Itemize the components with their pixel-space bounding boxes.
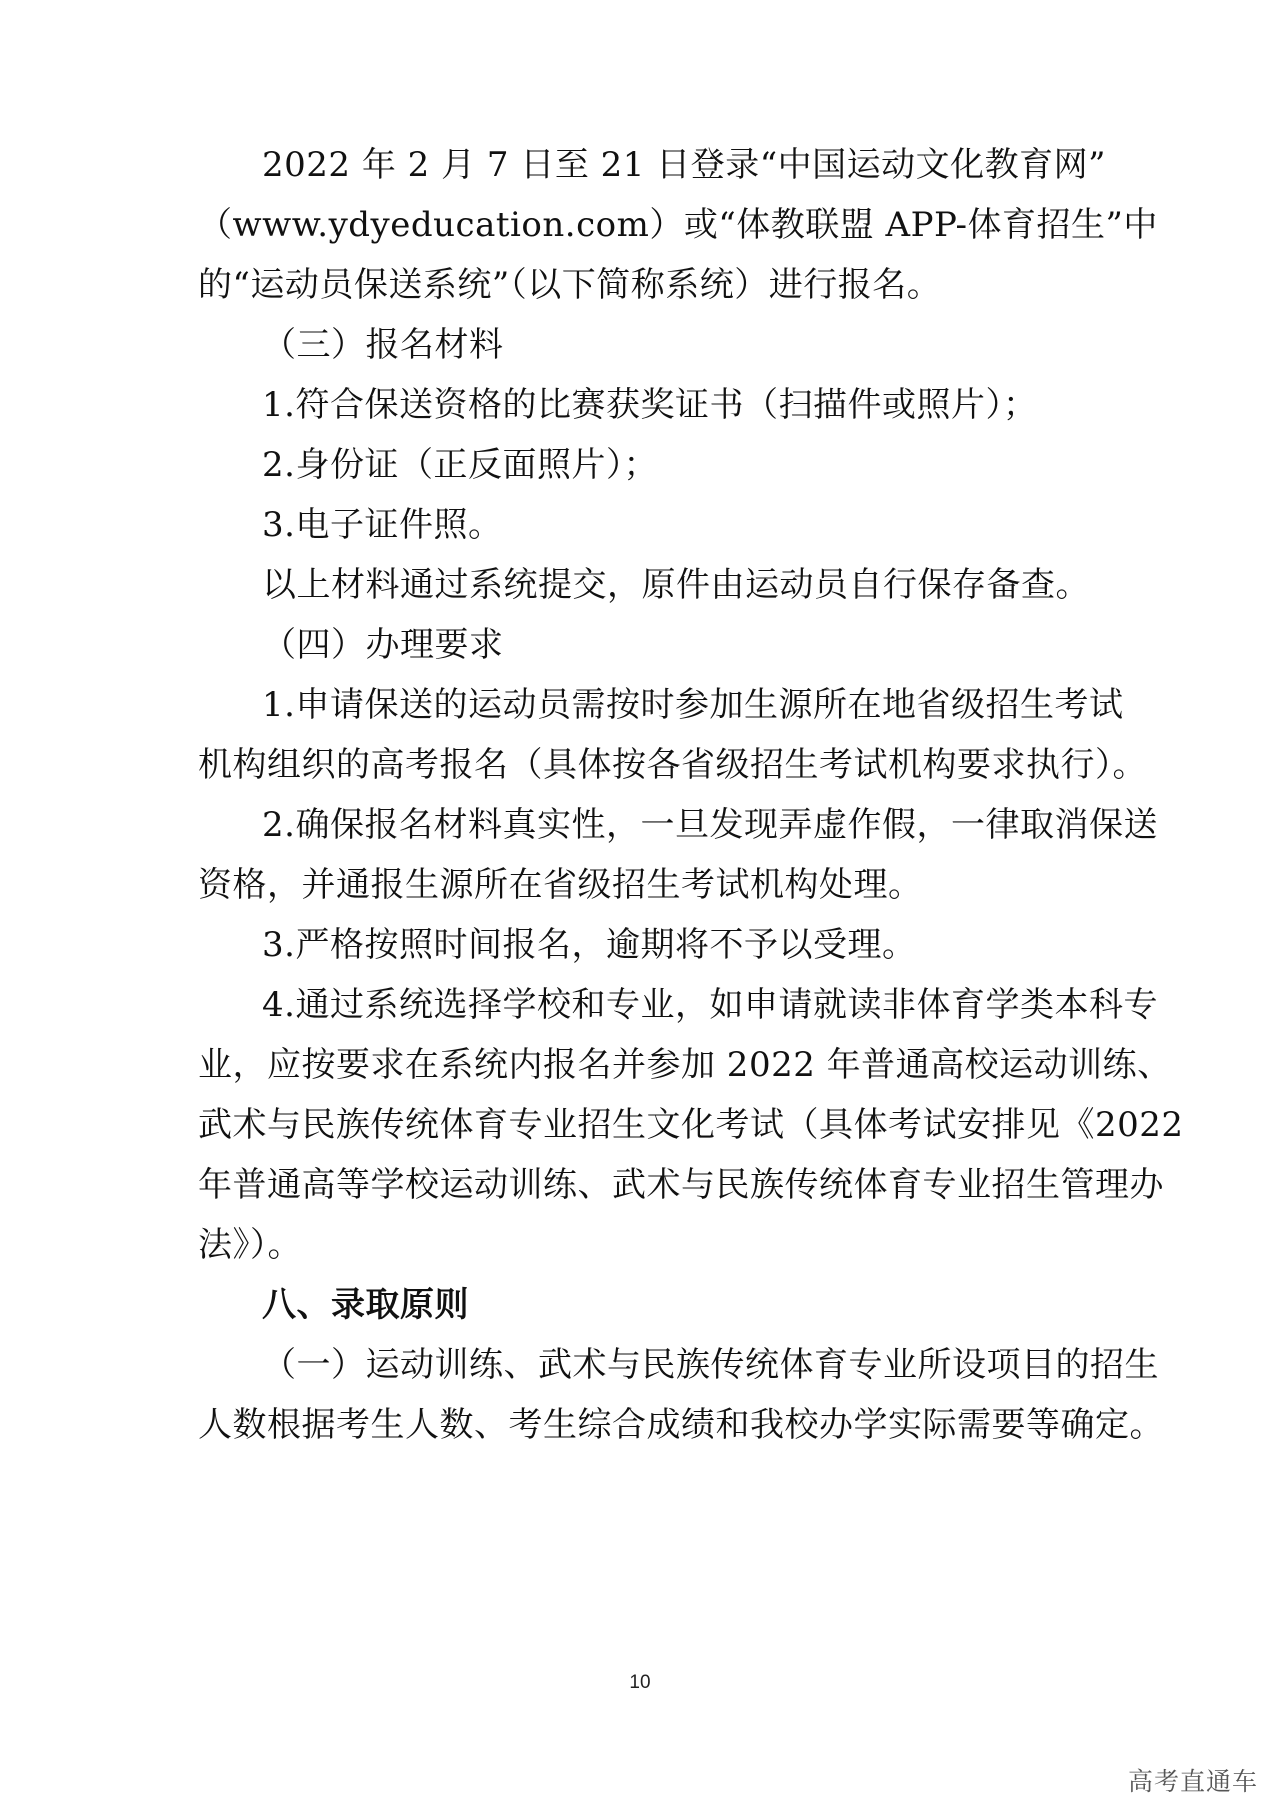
paragraph-line-requirement-4-start: 4.通过系统选择学校和专业，如申请就读非体育学类本科专 xyxy=(262,985,1158,1025)
paragraph-line-requirement-4-end: 法》）。 xyxy=(198,1225,302,1265)
list-item-photo: 3.电子证件照。 xyxy=(262,505,503,545)
section-heading-admission-principles: 八、录取原则 xyxy=(262,1285,469,1325)
paragraph-line-requirement-3: 3.严格按照时间报名，逾期将不予以受理。 xyxy=(262,925,917,965)
section-heading-materials: （三）报名材料 xyxy=(262,325,504,365)
paragraph-line-registration-website: （www.ydyeducation.com）或“体教联盟 APP-体育招生”中 xyxy=(198,205,1158,245)
paragraph-line-materials-submit: 以上材料通过系统提交，原件由运动员自行保存备查。 xyxy=(262,565,1090,605)
page-number: 10 xyxy=(629,1672,651,1693)
paragraph-line-requirement-4-continued-3: 年普通高等学校运动训练、武术与民族传统体育专业招生管理办 xyxy=(198,1165,1164,1205)
list-item-certificate: 1.符合保送资格的比赛获奖证书（扫描件或照片）； xyxy=(262,385,1038,425)
paragraph-line-requirement-2-start: 2.确保报名材料真实性，一旦发现弄虚作假，一律取消保送 xyxy=(262,805,1158,845)
paragraph-line-requirement-2-end: 资格，并通报生源所在省级招生考试机构处理。 xyxy=(198,865,923,905)
paragraph-line-admission-principle-1-start: （一）运动训练、武术与民族传统体育专业所设项目的招生 xyxy=(262,1345,1159,1385)
paragraph-line-requirement-1-end: 机构组织的高考报名（具体按各省级招生考试机构要求执行）。 xyxy=(198,745,1147,785)
watermark-text: 高考直通车 xyxy=(1127,1767,1258,1796)
paragraph-line-registration-system: 的“运动员保送系统”（以下简称系统）进行报名。 xyxy=(198,265,942,305)
paragraph-line-requirement-1-start: 1.申请保送的运动员需按时参加生源所在地省级招生考试 xyxy=(262,685,1124,725)
section-heading-requirements: （四）办理要求 xyxy=(262,625,504,665)
list-item-id-card: 2.身份证（正反面照片）； xyxy=(262,445,658,485)
paragraph-line-registration-date: 2022 年 2 月 7 日至 21 日登录“中国运动文化教育网” xyxy=(262,145,1106,185)
paragraph-line-requirement-4-continued-1: 业，应按要求在系统内报名并参加 2022 年普通高校运动训练、 xyxy=(198,1045,1172,1085)
paragraph-line-requirement-4-continued-2: 武术与民族传统体育专业招生文化考试（具体考试安排见《2022 xyxy=(198,1105,1184,1145)
paragraph-line-admission-principle-1-end: 人数根据考生人数、考生综合成绩和我校办学实际需要等确定。 xyxy=(198,1405,1164,1445)
